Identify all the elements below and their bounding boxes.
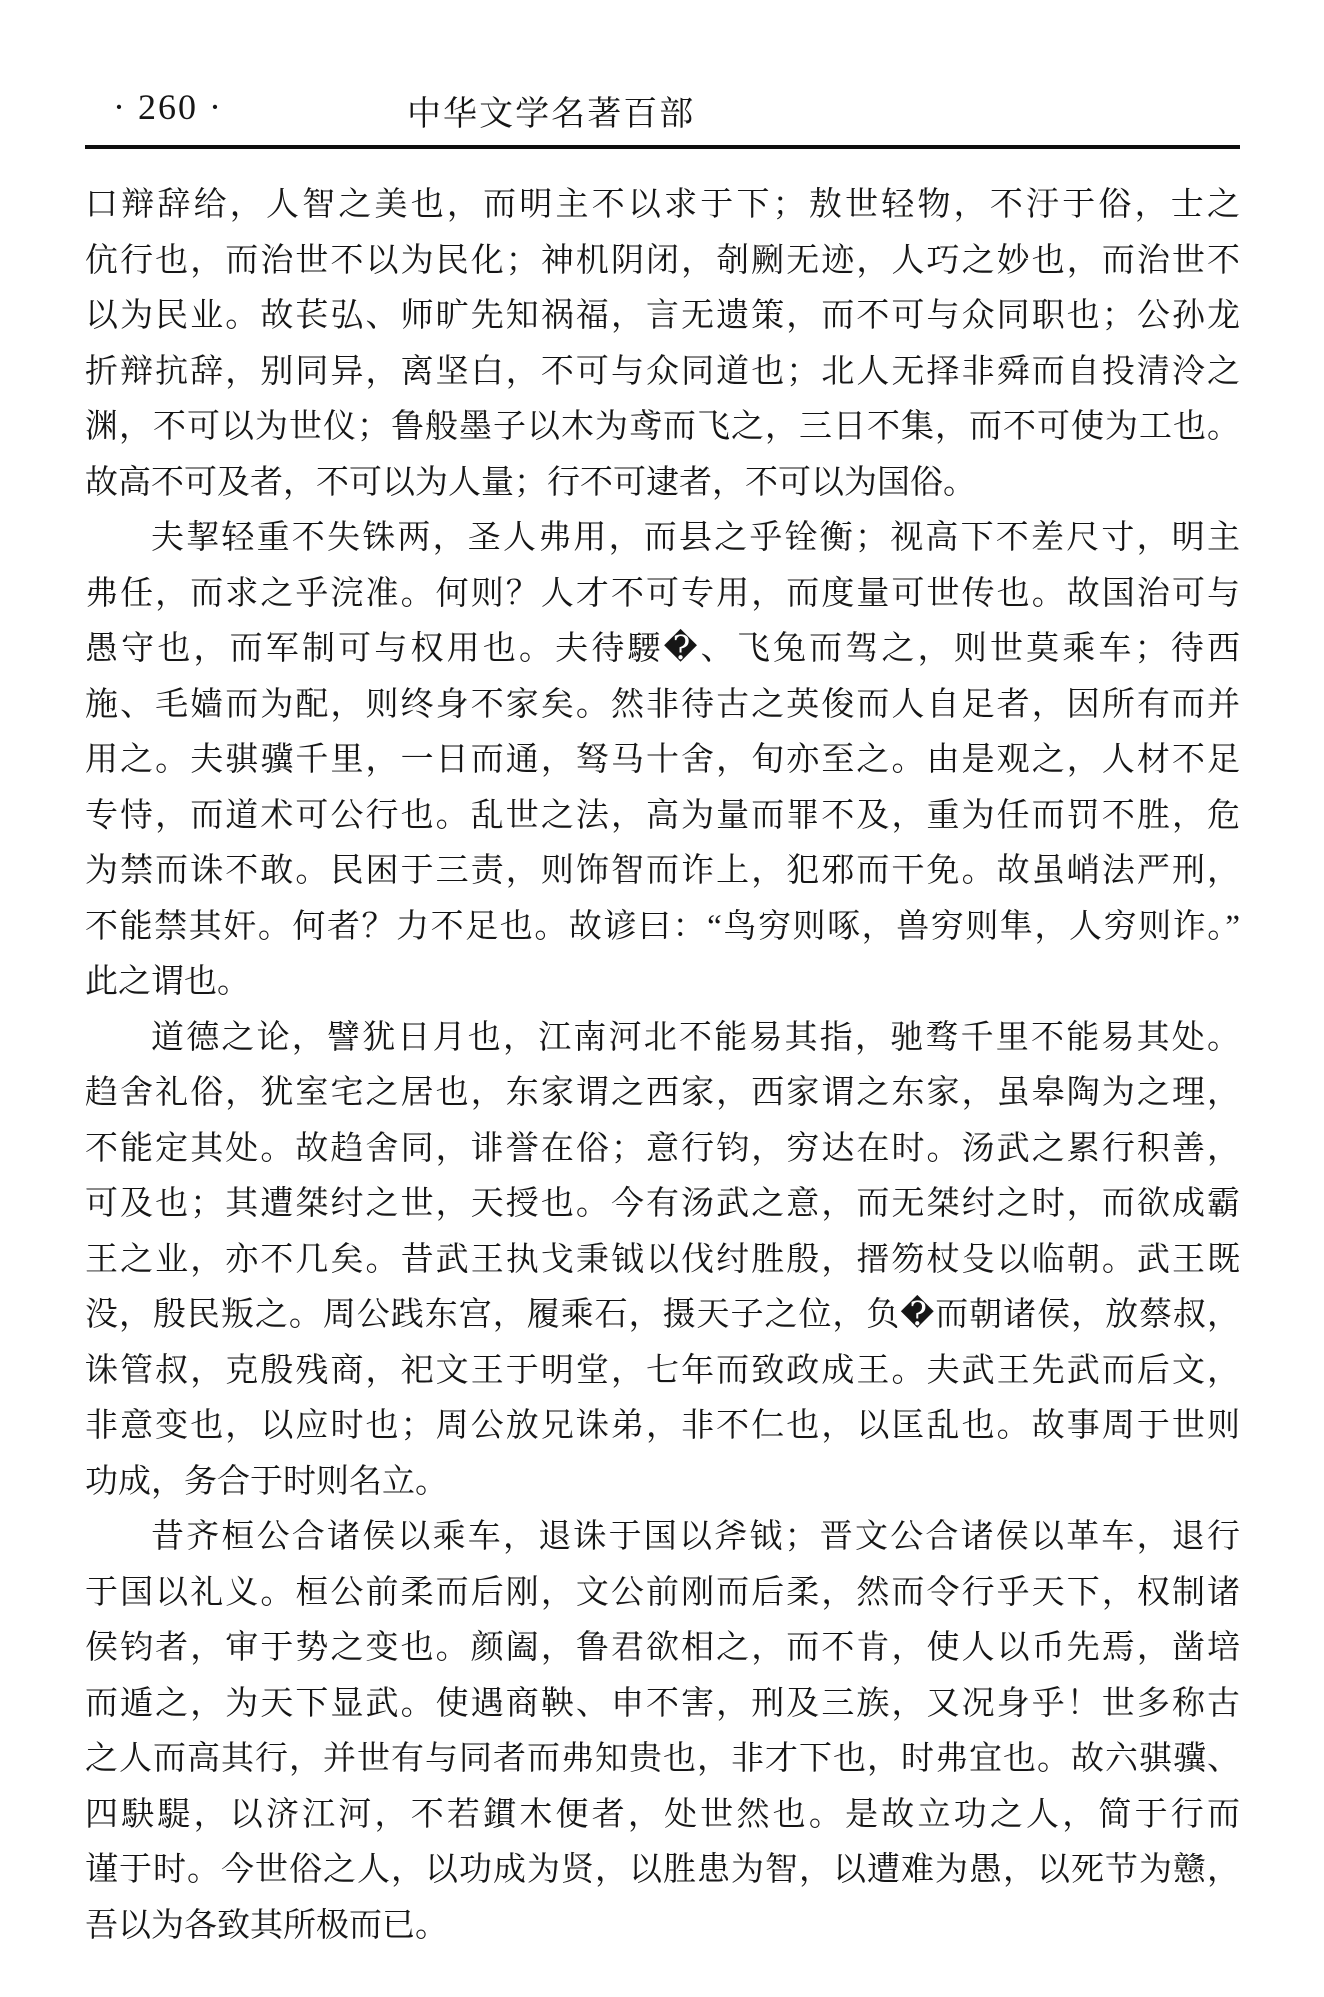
body-text (85, 178, 1240, 1954)
text-line: 诛管叔，克殷残商，祀文王于明堂，七年而致政成王。夫武王先武而后文， (85, 1352, 1240, 1389)
text-line: 专恃，而道术可公行也。乱世之法，高为量而罪不及，重为任而罚不胜，危 (85, 797, 1240, 834)
text-line: 王之业，亦不几矣。昔武王执戈秉钺以伐纣胜殷，搢笏杖殳以临朝。武王既 (85, 1241, 1240, 1278)
text-line: 非意变也，以应时也；周公放兄诛弟，非不仁也，以匡乱也。故事周于世则 (85, 1408, 1240, 1444)
text-line: 口辩辞给，人智之美也，而明主不以求于下；敖世轻物，不汙于俗，士之 (85, 187, 1240, 223)
text-line: 为禁而诛不敢。民困于三责，则饰智而诈上，犯邪而干免。故虽峭法严刑， (85, 853, 1240, 889)
text-line: 趋舍礼俗，犹室宅之居也，东家谓之西家，西家谓之东家，虽皋陶为之理， (85, 1075, 1240, 1111)
book-title: 中华文学名著百部 (407, 96, 696, 133)
text-line: 故高不可及者，不可以为人量；行不可逮者，不可以为国俗。 (85, 464, 976, 501)
text-line: 没，殷民叛之。周公践东宫，履乘石，摄天子之位，负�而朝诸侯，放蔡叔， (85, 1297, 1240, 1333)
text-line: 渊，不可以为世仪；鲁般墨子以木为鸢而飞之，三日不集，而不可使为工也。 (85, 409, 1240, 445)
text-line: 可及也；其遭桀纣之世，天授也。今有汤武之意，而无桀纣之时，而欲成霸 (85, 1186, 1240, 1222)
text-line: 于国以礼义。桓公前柔而后刚，文公前刚而后柔，然而令行乎天下，权制诸 (85, 1574, 1240, 1611)
text-line: 愚守也，而军制可与权用也。夫待騕�、飞兔而驾之，则世莫乘车；待西 (85, 631, 1240, 667)
page-number: · 260 · (113, 87, 223, 127)
text-line: 夫挈轻重不失铢两，圣人弗用，而县之乎铨衡；视高下不差尺寸，明主 (151, 520, 1240, 556)
text-line: 以为民业。故苌弘、师旷先知祸福，言无遗策，而不可与众同职也；公孙龙 (85, 298, 1240, 334)
text-line: 谨于时。今世俗之人，以功成为贤，以胜患为智，以遭难为愚，以死节为戆， (85, 1852, 1240, 1888)
header-rule (85, 145, 1240, 149)
text-line: 吾以为各致其所极而已。 (85, 1907, 448, 1944)
text-line: 四駃騠，以济江河，不若鏆木便者，处世然也。是故立功之人，简于行而 (85, 1796, 1240, 1833)
text-line: 之人而高其行，并世有与同者而弗知贵也，非才下也，时弗宜也。故六骐骥、 (85, 1741, 1240, 1777)
text-line: 而遁之，为天下显武。使遇商鞅、申不害，刑及三族，又况身乎！世多称古 (85, 1685, 1240, 1722)
text-line: 折辩抗辞，别同异，离坚白，不可与众同道也；北人无择非舜而自投清泠之 (85, 353, 1240, 390)
text-line: 侯钧者，审于势之变也。颜阖，鲁君欲相之，而不肯，使人以币先焉，凿培 (85, 1630, 1240, 1666)
text-line: 用之。夫骐骥千里，一日而通，驽马十舍，旬亦至之。由是观之，人材不足 (85, 742, 1240, 778)
text-line: 施、毛嫱而为配，则终身不家矣。然非待古之英俊而人自足者，因所有而并 (85, 686, 1240, 723)
text-line: 不能禁其奸。何者？力不足也。故谚曰：“鸟穷则啄，兽穷则隼，人穷则诈。” (85, 908, 1240, 945)
text-line: 道德之论，譬犹日月也，江南河北不能易其指，驰骛千里不能易其处。 (151, 1019, 1240, 1056)
text-line: 伉行也，而治世不以为民化；神机阴闭，剞劂无迹，人巧之妙也，而治世不 (85, 242, 1240, 279)
text-line: 弗任，而求之乎浣准。何则？人才不可专用，而度量可世传也。故国治可与 (85, 575, 1240, 612)
text-line: 不能定其处。故趋舍同，诽誉在俗；意行钧，穷达在时。汤武之累行积善， (85, 1130, 1240, 1167)
text-line: 此之谓也。 (85, 964, 250, 1000)
text-line: 功成，务合于时则名立。 (85, 1463, 448, 1500)
page-header (85, 86, 1240, 132)
text-line: 昔齐桓公合诸侯以乘车，退诛于国以斧钺；晋文公合诸侯以革车，退行 (151, 1519, 1240, 1555)
